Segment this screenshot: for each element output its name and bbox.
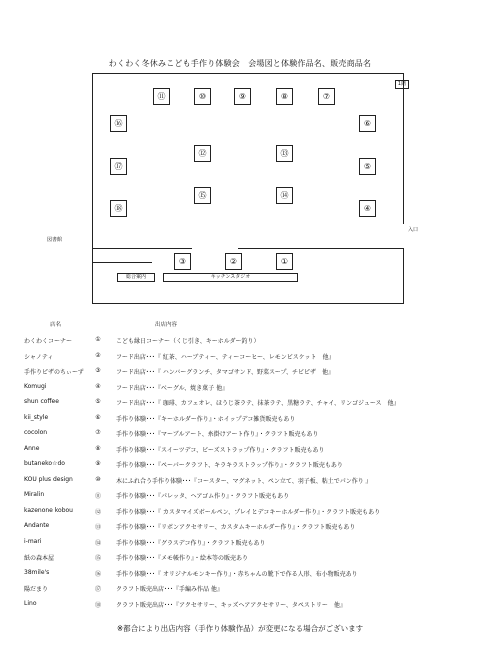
shop-content: 手作り体験･･･『ペーパークラフト、キラキラストラップ作り』・クラフト販売もあり xyxy=(116,462,343,469)
table-row xyxy=(24,491,464,503)
booth-number: ⑥ xyxy=(95,413,101,421)
booth-7: ⑦ xyxy=(318,88,335,105)
shop-name: シャノティ xyxy=(24,353,54,361)
booth-number: ⑪ xyxy=(94,493,101,500)
shop-content: 手作り体験･･･『グラスデコ作り』・クラフト販売もあり xyxy=(116,539,266,547)
shop-name: 紙の森本屋 xyxy=(24,555,55,562)
booth-number: ⑱ xyxy=(94,601,101,609)
shop-content: 手作り体験･･･『 カスタマイズボールペン、プレイとデコキーホルダー作り』・クラフト販売もあり xyxy=(116,508,381,516)
booth-2: ② xyxy=(225,253,242,270)
shop-name: butaneko☆do xyxy=(24,460,65,467)
shop-content: フード出店･･･『 珈琲、カフェオレ、ほうじ茶ラテ、抹茶ラテ、黒糖ラテ、チャイ、リンゴジュース 他』 xyxy=(116,400,400,407)
booth-number: ⑰ xyxy=(94,586,101,593)
shop-content: 手作り体験･･･『リボンアクセサリー、カスタムキーホルダー作り』・クラフト販売もあり xyxy=(116,524,356,531)
booth-number: ⑧ xyxy=(95,444,101,452)
booth-number: ② xyxy=(95,351,101,359)
booth-17: ⑰ xyxy=(110,158,127,175)
booth-number: ⑭ xyxy=(94,539,101,547)
booth-6: ⑥ xyxy=(359,115,376,132)
table-row xyxy=(24,336,464,348)
booth-number: ⑩ xyxy=(95,475,101,483)
booth-10: ⑩ xyxy=(194,88,211,105)
shop-name: わくわくコーナー xyxy=(24,338,73,345)
shop-content: 手作り体験･･･『メモ帳作り』・絵本等の販売あり xyxy=(116,555,249,562)
shop-content: クラフト販売出店･･･『手編み作品 他』 xyxy=(116,586,223,593)
booth-15: ⑮ xyxy=(194,187,211,204)
header-shop-name: 店名 xyxy=(50,322,62,328)
booth-13: ⑬ xyxy=(276,145,293,162)
shop-name: shun coffee xyxy=(24,398,59,405)
shop-content: 手作り体験･･･『パレッタ、ヘアゴム作り』・クラフト販売もあり xyxy=(116,493,290,500)
table-row xyxy=(24,584,464,596)
booth-18: ⑱ xyxy=(110,200,127,217)
booth-number: ③ xyxy=(95,367,101,374)
entrance-label: 入口 xyxy=(408,227,419,233)
booth-number: ⑫ xyxy=(94,508,101,516)
table-row xyxy=(24,507,464,519)
shop-name: Komugi xyxy=(24,382,47,390)
footnote: ※都合により出店内容（手作り体験作品）が変更になる場合がございます xyxy=(116,624,364,633)
booth-1: ① xyxy=(276,253,293,270)
booth-number: ① xyxy=(95,336,101,343)
shop-content: 木にふれ合う手作り体験･･･『コースター、マグネット、ペン立て、羽子板、粘土でパン作り 』 xyxy=(116,477,372,485)
shop-name: 38mile's xyxy=(24,568,50,576)
shop-content: こども縁日コーナー（くじ引き、キーホルダー釣り） xyxy=(116,338,260,345)
shop-content: フード出店･･･『ベーグル、焼き菓子 他』 xyxy=(116,384,229,392)
booth-5: ⑤ xyxy=(359,158,376,175)
table-row xyxy=(24,414,464,426)
booth-9: ⑨ xyxy=(234,88,251,105)
booth-11: ⑪ xyxy=(153,88,170,105)
corridor-line-right xyxy=(238,248,404,249)
header-content: 出店内容 xyxy=(155,322,178,328)
booth-3: ③ xyxy=(174,253,191,270)
booth-16: ⑯ xyxy=(110,115,127,132)
corridor-line-left xyxy=(92,248,192,249)
shop-content: 手作り体験･･･『 オリジナルモンキー作り』・赤ちゃんの靴下で作る人形、布小物販売あり xyxy=(116,570,358,578)
table-row xyxy=(24,476,464,488)
booth-number: ⑦ xyxy=(95,429,101,436)
shop-name: i-mari xyxy=(24,537,42,545)
booth-number: ⑨ xyxy=(95,460,101,467)
shop-name: Miralin xyxy=(24,491,45,498)
entrance-opening xyxy=(402,224,407,248)
shop-content: 手作り体験･･･『キーホルダー作り』・ホイップデコ雑貨販売もあり xyxy=(116,415,296,423)
table-row xyxy=(24,600,464,612)
shop-name: kii_style xyxy=(24,413,49,421)
shop-name: 陽だまり xyxy=(24,586,49,593)
floor-map xyxy=(92,73,407,304)
shop-content: フード出店･･･『 ハンバーグランチ、タマゴサンド、野菜スープ、チビピザ 他』 xyxy=(116,369,334,376)
table-row xyxy=(24,538,464,550)
booth-4: ④ xyxy=(359,200,376,217)
shop-content: フード出店･･･『 紅茶、ハーブティー、ティーコーヒー、レモンビスケット 他』 xyxy=(116,353,335,361)
info-desk-box: 総合案内 xyxy=(117,273,155,282)
booth-number: ④ xyxy=(95,382,101,390)
table-row xyxy=(24,398,464,410)
booth-8: ⑧ xyxy=(276,88,293,105)
booth-number: ⑤ xyxy=(95,398,101,405)
corridor-line-lower xyxy=(92,262,152,263)
table-row xyxy=(24,553,464,565)
shop-name: Anne xyxy=(24,444,40,452)
shop-content: 手作り体験･･･『スイーツデコ、ビーズストラップ作り』・クラフト販売もあり xyxy=(116,446,325,454)
shop-name: kazenone kobou xyxy=(24,506,73,514)
shop-name: Andante xyxy=(24,522,50,529)
shop-name: 手作りピザのちぃーず xyxy=(24,369,84,376)
shop-name: Lino xyxy=(24,599,37,607)
library-label: 図書館 xyxy=(47,237,63,243)
booth-number: ⑯ xyxy=(94,570,101,578)
table-row xyxy=(24,429,464,441)
booth-number: ⑬ xyxy=(94,524,101,531)
table-row xyxy=(24,522,464,534)
shop-name: cocolon xyxy=(24,429,48,436)
table-row xyxy=(24,445,464,457)
table-row xyxy=(24,460,464,472)
floor-label: 1階 xyxy=(395,80,409,89)
shop-content: 手作り体験･･･『マーブルアート、糸掛けアート作り』・クラフト販売もあり xyxy=(116,431,319,438)
table-row xyxy=(24,367,464,379)
table-row xyxy=(24,569,464,581)
page-title: わくわく冬休みこども手作り体験会 会場図と体験作品名、販売商品名 xyxy=(108,59,372,68)
booth-12: ⑫ xyxy=(194,145,211,162)
shop-content: クラフト販売出店･･･『アクセサリー、キッズヘアアクセサリー、タペストリー 他』 xyxy=(116,601,346,609)
table-row xyxy=(24,383,464,395)
kitchen-studio-box: キッチンスタジオ xyxy=(163,273,298,282)
booth-number: ⑮ xyxy=(94,555,101,562)
booth-14: ⑭ xyxy=(276,187,293,204)
table-row xyxy=(24,352,464,364)
shop-name: KOU plus design xyxy=(24,475,73,483)
